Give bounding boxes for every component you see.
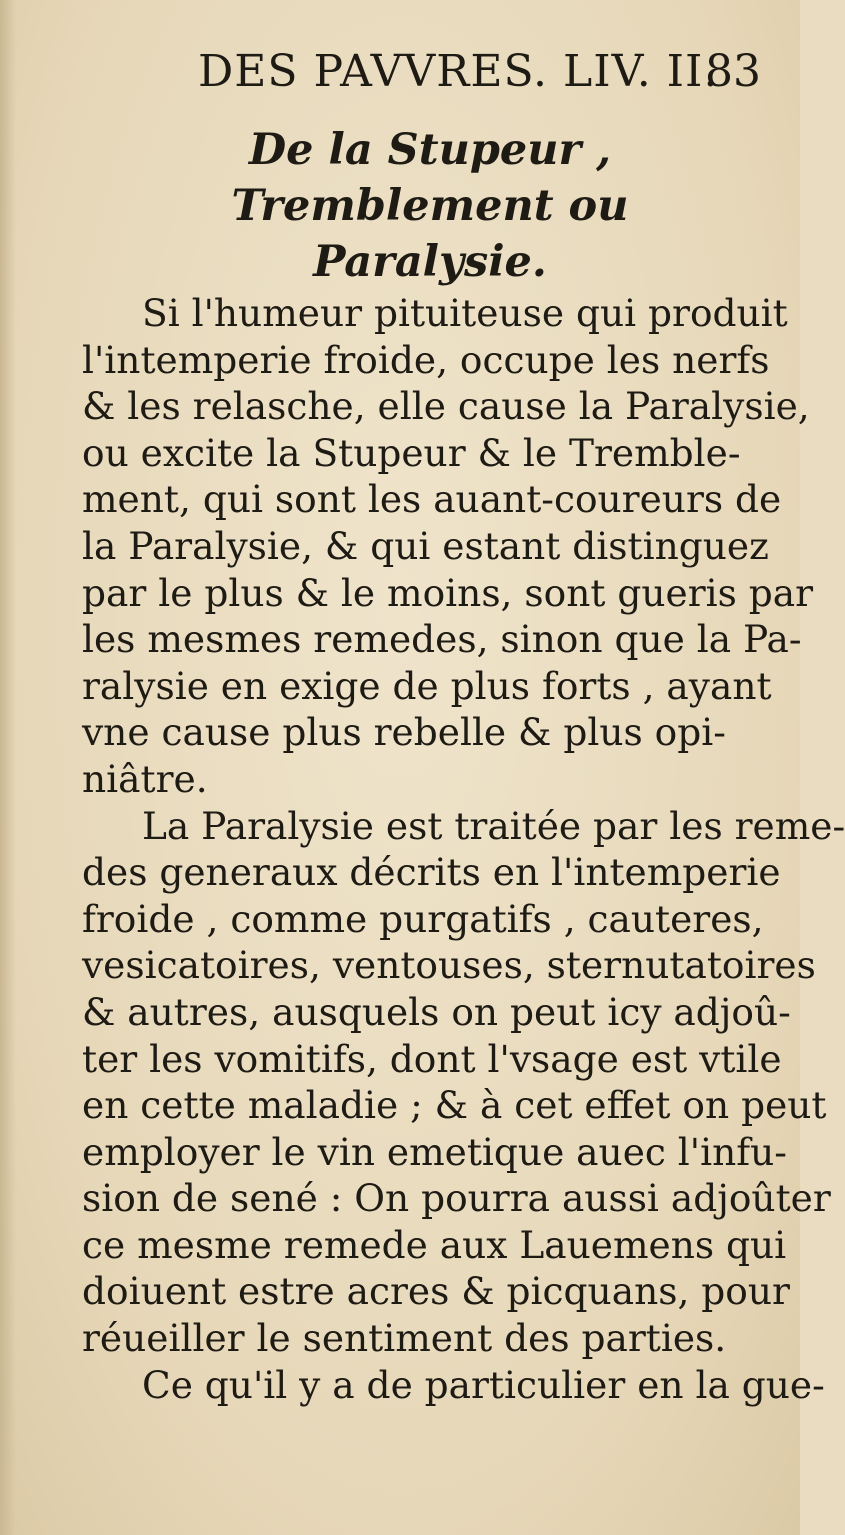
text-line: La Paralysie est traitée par les reme- [142,803,845,848]
text-line: & autres, ausquels on peut icy adjoû- [82,989,791,1034]
section-heading [90,122,770,290]
paragraph-3 [82,1362,825,1409]
text-line: doiuent estre acres & picquans, pour [82,1269,790,1314]
text-line: sion de sené : On pourra aussi adjoûter [82,1176,831,1221]
page-number: 83 [705,46,761,97]
section-heading-line-2: Paralysie. [313,237,547,287]
text-line: Si l'humeur pituiteuse qui produit [142,291,788,335]
text-line: employer le vin emetique auec l'infu- [82,1129,787,1174]
text-line: les mesmes remedes, sinon que la Pa- [82,617,802,662]
text-line: ou excite la Stupeur & le Tremble- [82,430,741,475]
paragraph-1 [82,290,814,803]
page-gutter-shadow [0,0,16,1535]
text-line: réueiller le sentiment des parties. [82,1316,727,1361]
text-line: vne cause plus rebelle & plus opi- [82,710,726,755]
text-line: ralysie en exige de plus forts , ayant [82,663,772,708]
section-heading-line-1: De la Stupeur , Tremblement ou [231,125,629,231]
text-line: ter les vomitifs, dont l'vsage est vtile [82,1036,782,1081]
text-line: par le plus & le moins, sont gueris par [82,570,814,615]
text-line: l'intemperie froide, occupe les nerfs [82,337,770,382]
paragraph-2 [82,803,845,1362]
text-line: la Paralysie, & qui estant distinguez [82,523,769,568]
text-line: niâtre. [82,756,208,801]
text-line: froide , comme purgatifs , cauteres, [82,896,764,941]
text-line: ce mesme remede aux Lauemens qui [82,1222,787,1267]
text-line: Ce qu'il y a de particulier en la gue- [142,1362,825,1407]
running-head [0,46,800,116]
text-line: en cette maladie ; & à cet effet on peut [82,1083,827,1128]
text-line: & les relasche, elle cause la Paralysie, [82,384,810,429]
text-line: des generaux décrits en l'intemperie [82,850,781,895]
running-head-title: DES PAVVRES. LIV. II. [198,46,719,97]
body-text [82,290,845,1408]
text-line: vesicatoires, ventouses, sternutatoires [82,943,816,988]
text-line: ment, qui sont les auant-coureurs de [82,477,782,522]
